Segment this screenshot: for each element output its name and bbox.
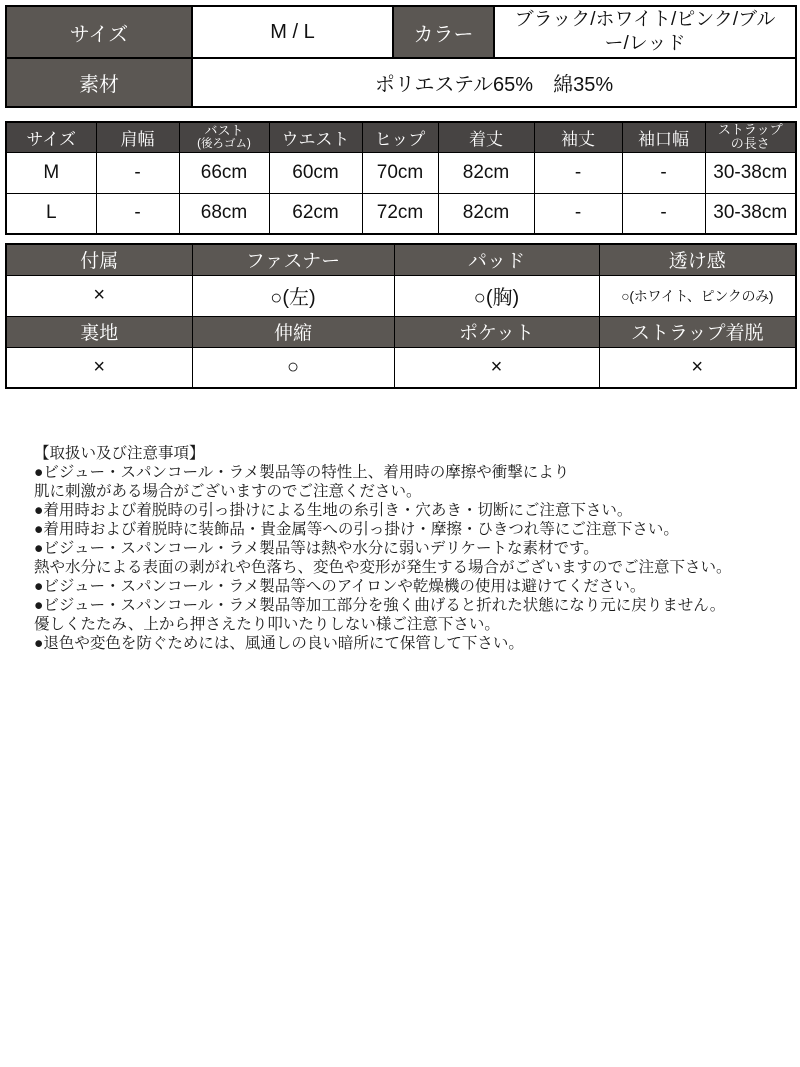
size-chart-cell: 66cm (179, 152, 269, 193)
care-note-line: ●着用時および着脱時に装飾品・貴金属等への引っ掛け・摩擦・ひきつれ等にご注意下さい。 (34, 521, 679, 538)
size-chart-header-cuff: 袖口幅 (622, 122, 705, 152)
care-note-line: ●ビジュー・スパンコール・ラメ製品等の特性上、着用時の摩擦や衝撃により (34, 464, 570, 481)
feature-header-stretch: 伸縮 (192, 316, 394, 347)
size-chart-cell: 62cm (269, 193, 362, 234)
care-notes-title: 【取扱い及び注意事項】 (34, 445, 205, 462)
size-chart-header-strap-line1: ストラップ (717, 122, 783, 137)
size-chart-header-bust-line1: バスト (204, 122, 244, 138)
features-header-row-2 (6, 316, 796, 347)
size-chart-cell: 60cm (269, 152, 362, 193)
feature-header-zipper: ファスナー (192, 244, 394, 275)
size-chart-header-sleeve: 袖丈 (534, 122, 622, 152)
care-notes (34, 444, 794, 653)
size-chart-header-bust (179, 122, 269, 152)
feature-value-zipper: ○(左) (192, 275, 394, 316)
features-value-row-1 (6, 275, 796, 316)
size-chart-cell: 82cm (438, 152, 534, 193)
care-note-line: ●ビジュー・スパンコール・ラメ製品等は熱や水分に弱いデリケートな素材です。 (34, 540, 599, 557)
care-note-line: 肌に刺激がある場合がございますのでご注意ください。 (34, 483, 422, 500)
features-table (5, 243, 797, 389)
size-chart-cell: - (534, 193, 622, 234)
care-note-line: ●退色や変色を防ぐためには、風通しの良い暗所にて保管して下さい。 (34, 635, 524, 652)
spec-material-label: 素材 (6, 58, 192, 107)
size-chart-header-hip: ヒップ (362, 122, 438, 152)
size-chart-cell: 70cm (362, 152, 438, 193)
feature-value-pocket: × (394, 347, 599, 388)
size-chart-cell: - (622, 193, 705, 234)
size-chart-header-strap-line2: の長さ (730, 136, 770, 152)
size-chart-cell: L (6, 193, 96, 234)
care-note-line: 熱や水分による表面の剥がれや色落ち、変色や変形が発生する場合がございますのでご注意下さい。 (34, 559, 732, 576)
care-note-line: ●着用時および着脱時の引っ掛けによる生地の糸引き・穴あき・切断にご注意下さい。 (34, 502, 633, 519)
size-chart-table (5, 121, 797, 235)
size-chart-cell: 30-38cm (705, 193, 796, 234)
feature-header-accessory: 付属 (6, 244, 192, 275)
features-value-row-2 (6, 347, 796, 388)
spec-size-value: M / L (192, 6, 393, 58)
size-chart-cell: - (96, 152, 179, 193)
size-chart-header-length: 着丈 (438, 122, 534, 152)
size-chart-header-size: サイズ (6, 122, 96, 152)
feature-value-accessory: × (6, 275, 192, 316)
spec-material-value: ポリエステル65% 綿35% (192, 58, 796, 107)
care-note-line: ●ビジュー・スパンコール・ラメ製品等加工部分を強く曲げると折れた状態になり元に戻りません。 (34, 597, 726, 614)
size-chart-cell: 82cm (438, 193, 534, 234)
size-chart-row-l (6, 193, 796, 234)
care-note-line: 優しくたたみ、上から押さえたり叩いたりしない様ご注意下さい。 (34, 616, 500, 633)
feature-value-pad: ○(胸) (394, 275, 599, 316)
size-chart-cell: 72cm (362, 193, 438, 234)
size-chart-cell: M (6, 152, 96, 193)
spec-color-value: ブラック/ホワイト/ピンク/ブルー/レッド (494, 6, 796, 58)
size-chart-row-m (6, 152, 796, 193)
size-chart-header-shoulder: 肩幅 (96, 122, 179, 152)
spec-size-label: サイズ (6, 6, 192, 58)
size-chart-cell: 30-38cm (705, 152, 796, 193)
size-chart-header-strap (705, 122, 796, 152)
size-chart-cell: - (96, 193, 179, 234)
feature-header-sheerness: 透け感 (599, 244, 796, 275)
spec-color-label: カラー (393, 6, 494, 58)
spec-table (5, 5, 797, 108)
feature-header-lining: 裏地 (6, 316, 192, 347)
feature-value-stretch: ○ (192, 347, 394, 388)
feature-header-strap-detach: ストラップ着脱 (599, 316, 796, 347)
care-note-line: ●ビジュー・スパンコール・ラメ製品等へのアイロンや乾燥機の使用は避けてください。 (34, 578, 646, 595)
size-chart-header-waist: ウエスト (269, 122, 362, 152)
feature-header-pocket: ポケット (394, 316, 599, 347)
size-chart-cell: - (622, 152, 705, 193)
size-chart-cell: 68cm (179, 193, 269, 234)
feature-header-pad: パッド (394, 244, 599, 275)
size-chart-header-bust-line2: (後ろゴム) (197, 138, 251, 151)
features-header-row-1 (6, 244, 796, 275)
feature-value-lining: × (6, 347, 192, 388)
feature-value-sheerness: ○(ホワイト、ピンクのみ) (599, 275, 796, 316)
feature-value-strap-detach: × (599, 347, 796, 388)
size-chart-cell: - (534, 152, 622, 193)
